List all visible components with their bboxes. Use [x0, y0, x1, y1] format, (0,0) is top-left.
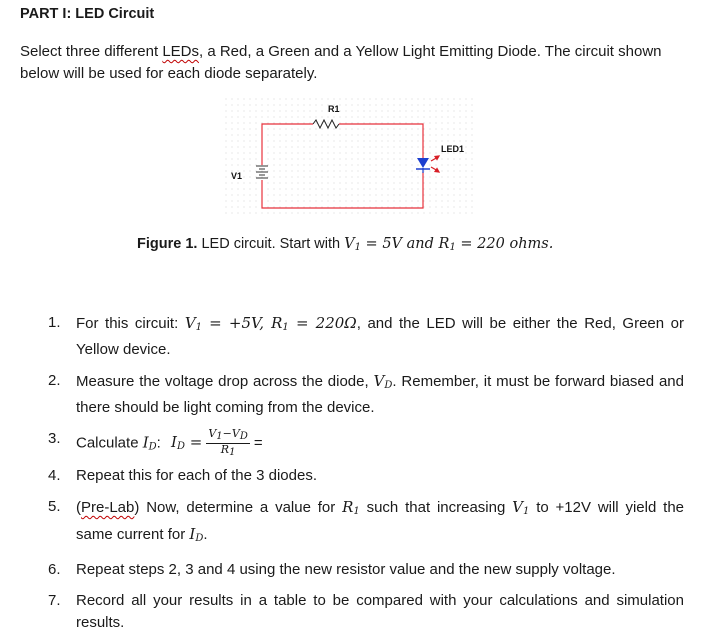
r1-label: R1 — [328, 104, 340, 114]
led1-label: LED1 — [441, 144, 465, 154]
v1-label: V1 — [231, 171, 243, 181]
figure-caption: Figure 1. LED circuit. Start with $V_1 = 5V$ and $R_1 = 220$ ohms. — [137, 236, 554, 253]
spell-check-word: Pre-Lab — [81, 499, 135, 516]
list-item: 2. Measure the voltage drop across the diode, $V_D$. Remember, it must be forward biased and there should be light coming from the device. — [48, 372, 684, 416]
current-fraction: $\frac{V_1-V_D}{R_1}$ — [208, 427, 248, 458]
led-circuit-schematic — [225, 98, 475, 220]
figure-label: Figure 1. — [137, 236, 198, 252]
intro-text: Select three different — [20, 43, 163, 60]
page-title: PART I: LED Circuit — [20, 6, 155, 22]
list-item: 4. Repeat this for each of the 3 diodes. — [48, 467, 317, 484]
list-item: 3. Calculate $I_D$: $I_D$ = $\frac{V_1-V_D}{R_1}$ = — [48, 427, 263, 458]
intro-paragraph — [20, 41, 680, 85]
spell-check-word: LEDs — [162, 43, 199, 60]
list-item: 7. Record all your results in a table to be compared with your calculations and simulation results. — [48, 592, 684, 631]
list-item: 1. For this circuit: $V_1 = +5V$, $R_1 = 220\Omega$, and the LED will be either the Red, Green or Yellow device. — [48, 314, 684, 358]
instruction-list — [48, 312, 684, 643]
current-equation: $I_D$ = — [171, 433, 203, 453]
list-item: 5. (Pre-Lab) Now, determine a value for $R_1$ such that increasing $V_1$ to +12V will yield the same current for $I_D$. — [48, 498, 685, 544]
list-item: 6. Repeat steps 2, 3 and 4 using the new resistor value and the new supply voltage. — [48, 561, 616, 578]
intro-text-end: , a Red, a Green and a Yellow Light Emitting Diode. The circuit shown below will be used for each diode separately. — [20, 43, 662, 82]
